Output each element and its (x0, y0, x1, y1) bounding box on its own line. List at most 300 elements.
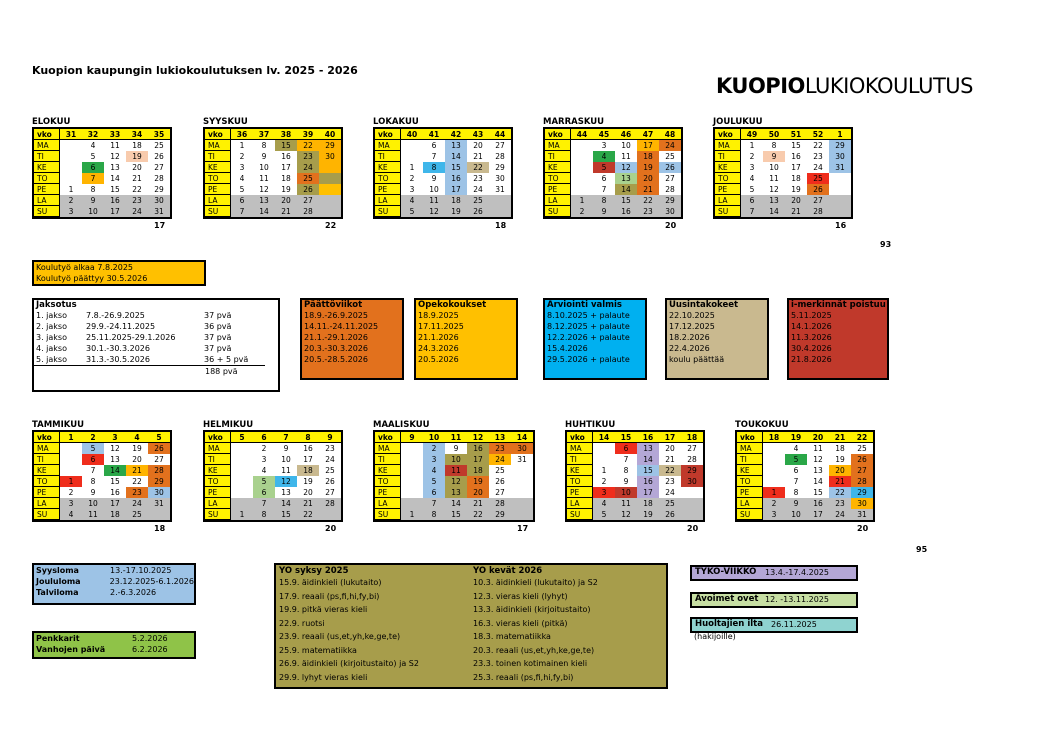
day-cell: 18 (445, 195, 467, 206)
day-cell: 9 (82, 195, 104, 206)
day-label: TI (205, 454, 231, 465)
day-cell: 29 (495, 163, 505, 172)
pair-value: 2.-6.3.2026 (110, 588, 157, 597)
day-cell: 29 (319, 140, 341, 151)
day-cell: 17 (281, 163, 291, 172)
day-cell: 20 (473, 141, 483, 150)
day-cell: 6 (82, 162, 104, 173)
week-number: 22 (851, 432, 873, 443)
month-name: HELMIKUU (203, 420, 254, 430)
info-box-item: 14.1.2026 (791, 322, 832, 331)
day-cell: 13 (110, 455, 120, 464)
info-box-item: 20.5.-28.5.2026 (304, 355, 368, 364)
day-cell: 24 (813, 163, 823, 172)
week-number: 46 (615, 129, 637, 140)
day-label: MA (567, 443, 593, 454)
jakso-cell: 37 pvä (204, 311, 232, 320)
day-cell: 26 (467, 206, 489, 217)
month-calendar (373, 127, 513, 219)
day-cell: 10 (785, 509, 807, 520)
day-cell: 31 (851, 509, 873, 520)
pair-label: Penkkarit (36, 634, 80, 643)
day-cell: 5 (749, 185, 755, 194)
day-cell: 31 (829, 162, 851, 173)
day-cell (571, 162, 593, 173)
day-cell: 30 (851, 498, 873, 509)
day-label: PE (737, 487, 763, 498)
day-cell: 8 (423, 509, 445, 520)
day-cell: 28 (687, 455, 697, 464)
day-cell: 25 (495, 466, 505, 475)
day-label: LA (34, 498, 60, 509)
day-cell: 15 (791, 141, 801, 150)
info-box-header: i-merkinnät poistuu (791, 300, 886, 310)
day-cell: 11 (445, 465, 467, 476)
day-cell: 25 (665, 152, 675, 161)
week-number: 5 (148, 432, 170, 443)
day-label: SU (715, 206, 741, 217)
week-number: 16 (637, 432, 659, 443)
day-cell: 6 (615, 443, 637, 454)
month-name: SYYSKUU (203, 117, 248, 127)
day-cell: 10 (82, 206, 104, 217)
day-cell: 12 (615, 509, 637, 520)
day-cell: 4 (793, 444, 799, 453)
month-name: ELOKUU (32, 117, 71, 127)
day-cell: 14 (615, 184, 637, 195)
day-cell: 27 (687, 444, 697, 453)
day-label: KE (715, 162, 741, 173)
week-number: 32 (82, 129, 104, 140)
day-cell: 17 (467, 454, 489, 465)
month-name: TOUKOKUU (735, 420, 789, 430)
month-day-count: 20 (325, 524, 337, 533)
day-cell: 8 (793, 488, 799, 497)
day-cell: 15 (813, 488, 823, 497)
yo-box (274, 563, 668, 689)
spring-total: 95 (916, 545, 928, 554)
day-cell: 23 (665, 477, 675, 486)
day-cell: 28 (665, 185, 675, 194)
day-cell: 16 (445, 173, 467, 184)
pair-row (34, 576, 194, 587)
day-cell: 14 (275, 498, 297, 509)
day-label: SU (545, 206, 571, 217)
day-cell: 17 (791, 163, 801, 172)
day-label: TI (34, 454, 60, 465)
day-cell: 2 (763, 498, 785, 509)
day-cell: 3 (423, 454, 445, 465)
jakso-cell: 5. jakso (36, 355, 67, 364)
day-cell (401, 476, 423, 487)
day-cell (489, 195, 511, 206)
day-cell: 24 (473, 185, 483, 194)
day-cell: 1 (401, 509, 423, 520)
week-number: 43 (467, 129, 489, 140)
jakso-cell: 37 pvä (204, 333, 232, 342)
week-number: 41 (423, 129, 445, 140)
day-cell: 8 (90, 185, 96, 194)
day-cell: 21 (829, 476, 851, 487)
info-box-item: 22.4.2026 (669, 344, 710, 353)
day-cell: 19 (445, 206, 467, 217)
day-cell: 10 (621, 141, 631, 150)
day-cell: 9 (283, 444, 289, 453)
day-cell: 23 (473, 174, 483, 183)
day-cell: 24 (665, 488, 675, 497)
info-box-header: Arviointi valmis (547, 300, 622, 310)
day-cell: 25 (297, 173, 319, 184)
day-cell: 6 (231, 195, 253, 206)
info-box-item: 17.12.2025 (669, 322, 715, 331)
day-cell (319, 195, 341, 206)
day-label: KE (205, 162, 231, 173)
day-label: KE (545, 162, 571, 173)
month-name: MAALISKUU (373, 420, 430, 430)
yo-exam: 23.9. reaali (us,et,yh,ke,ge,te) (279, 632, 401, 641)
day-cell: 25 (807, 173, 829, 184)
day-cell: 9 (623, 477, 629, 486)
day-cell: 13 (615, 173, 637, 184)
pair-value: 23.12.2025-6.1.2026 (109, 577, 194, 586)
day-label: TO (715, 173, 741, 184)
koulutyo-box (32, 260, 206, 286)
day-cell: 14 (445, 498, 467, 509)
day-cell (148, 509, 170, 520)
day-cell: 12 (259, 185, 269, 194)
page-title: Kuopion kaupungin lukiokoulutuksen lv. 2025 - 2026 (32, 64, 358, 77)
jakso-cell: 25.11.2025-29.1.2026 (86, 333, 176, 342)
day-label: LA (545, 195, 571, 206)
huoltajien-note: (hakijoille) (694, 632, 736, 641)
koulutyo-end: Koulutyö päättyy 30.5.2026 (36, 274, 148, 283)
info-box-item: koulu päättää (669, 355, 725, 364)
day-cell: 28 (154, 174, 164, 183)
yo-exam: 29.9. lyhyt vieras kieli (279, 672, 368, 682)
day-cell: 12 (423, 206, 445, 217)
info-box-item: 30.4.2026 (791, 344, 832, 353)
day-cell: 19 (132, 444, 142, 453)
day-cell: 18 (297, 465, 319, 476)
day-cell: 11 (769, 174, 779, 183)
day-cell: 10 (281, 455, 291, 464)
week-number: 10 (423, 432, 445, 443)
day-cell: 7 (623, 455, 629, 464)
day-cell: 4 (593, 151, 615, 162)
day-cell (401, 140, 423, 151)
day-cell: 22 (132, 185, 142, 194)
day-cell: 12 (813, 455, 823, 464)
day-cell (511, 509, 533, 520)
day-label: LA (205, 195, 231, 206)
yo-autumn-title: YO syksy 2025 (279, 566, 349, 576)
day-cell: 12 (275, 476, 297, 487)
day-cell: 2 (261, 444, 267, 453)
week-number: 52 (807, 129, 829, 140)
day-cell: 13 (813, 466, 823, 475)
yo-autumn (279, 566, 469, 684)
day-cell: 4 (90, 141, 96, 150)
day-cell: 2 (601, 477, 607, 486)
day-cell: 21 (473, 152, 483, 161)
vko-label: vko (545, 129, 571, 140)
jaksotus-total: 188 pvä (34, 365, 265, 377)
day-cell: 16 (637, 476, 659, 487)
day-cell (60, 443, 82, 454)
day-cell: 23 (813, 152, 823, 161)
avoimet-box (690, 592, 858, 608)
day-cell: 20 (467, 487, 489, 498)
day-label: TO (34, 476, 60, 487)
week-number: 9 (319, 432, 341, 443)
day-cell: 17 (637, 487, 659, 498)
day-cell (681, 509, 703, 520)
day-cell: 23 (126, 487, 148, 498)
info-box (787, 298, 889, 380)
month-name: JOULUKUU (713, 117, 763, 127)
day-label: PE (205, 184, 231, 195)
day-cell: 7 (82, 173, 104, 184)
pair-label: Joululoma (36, 577, 81, 586)
day-cell: 17 (104, 206, 126, 217)
month-day-count: 20 (857, 524, 869, 533)
day-label: SU (34, 509, 60, 520)
day-cell: 26 (851, 454, 873, 465)
day-cell (763, 476, 785, 487)
day-cell: 2 (68, 488, 74, 497)
day-cell (231, 454, 253, 465)
day-cell: 8 (623, 466, 629, 475)
day-label: KE (205, 465, 231, 476)
penkkarit-box (32, 631, 196, 659)
pair-row (34, 587, 194, 598)
day-cell: 20 (785, 195, 807, 206)
day-cell: 29 (851, 487, 873, 498)
day-cell: 29 (681, 465, 703, 476)
day-label: MA (715, 140, 741, 151)
day-cell: 15 (445, 509, 467, 520)
day-cell (511, 498, 533, 509)
day-cell: 3 (601, 141, 607, 150)
day-cell: 3 (409, 185, 415, 194)
day-cell: 9 (90, 488, 96, 497)
day-cell (829, 195, 851, 206)
day-cell: 17 (104, 498, 126, 509)
day-cell: 22 (467, 509, 489, 520)
day-cell: 22 (829, 487, 851, 498)
day-cell: 30 (681, 476, 703, 487)
day-cell: 2 (60, 195, 82, 206)
day-label: TO (34, 173, 60, 184)
day-cell: 21 (785, 206, 807, 217)
jakso-cell: 36 pvä (204, 322, 232, 331)
day-cell: 6 (253, 487, 275, 498)
day-cell: 13 (253, 195, 275, 206)
info-box-item: 11.3.2026 (791, 333, 832, 342)
day-cell: 26 (659, 162, 681, 173)
day-cell: 26 (495, 477, 505, 486)
day-cell: 16 (615, 206, 637, 217)
day-cell: 1 (763, 487, 785, 498)
day-label: SU (737, 509, 763, 520)
day-cell: 18 (281, 174, 291, 183)
day-cell: 29 (154, 185, 164, 194)
day-cell: 9 (261, 152, 267, 161)
koulutyo-start: Koulutyö alkaa 7.8.2025 (36, 263, 134, 272)
info-box-item: 8.12.2025 + palaute (547, 322, 630, 331)
day-label: MA (205, 443, 231, 454)
day-label: KE (34, 465, 60, 476)
day-cell (401, 498, 423, 509)
lomat-box (32, 563, 196, 605)
day-label: MA (34, 140, 60, 151)
week-number: 38 (275, 129, 297, 140)
day-cell: 19 (467, 476, 489, 487)
jakso-cell: 36 + 5 pvä (204, 355, 249, 364)
day-cell: 28 (148, 465, 170, 476)
day-label: TO (567, 476, 593, 487)
day-cell: 3 (593, 487, 615, 498)
day-cell: 14 (637, 454, 659, 465)
day-cell: 6 (741, 195, 763, 206)
day-cell: 22 (659, 465, 681, 476)
info-box-item: 18.9.2025 (418, 311, 459, 320)
day-cell: 27 (154, 455, 164, 464)
avoimet-label: Avoimet ovet (695, 594, 759, 604)
info-box-item: 20.5.2026 (418, 355, 459, 364)
week-number: 20 (807, 432, 829, 443)
day-cell (511, 465, 533, 476)
day-cell: 28 (807, 206, 829, 217)
day-cell (401, 454, 423, 465)
pair-label: Talviloma (36, 588, 79, 597)
week-number: 3 (104, 432, 126, 443)
day-label: TO (545, 173, 571, 184)
day-cell: 28 (319, 498, 341, 509)
day-cell: 30 (659, 206, 681, 217)
day-label: PE (375, 184, 401, 195)
tyko-label: TYKO-VIIKKO (695, 567, 757, 577)
day-cell (681, 498, 703, 509)
month-name: LOKAKUU (373, 117, 419, 127)
day-cell: 27 (495, 141, 505, 150)
day-cell: 6 (423, 487, 445, 498)
day-label: KE (737, 465, 763, 476)
day-label: KE (34, 162, 60, 173)
week-number: 6 (253, 432, 275, 443)
day-cell: 19 (835, 455, 845, 464)
day-label: SU (375, 206, 401, 217)
day-cell: 10 (445, 454, 467, 465)
day-cell: 24 (489, 454, 511, 465)
day-label: PE (567, 487, 593, 498)
info-box (665, 298, 769, 380)
day-cell: 31 (148, 206, 170, 217)
info-box-item: 22.10.2025 (669, 311, 715, 320)
day-cell (571, 184, 593, 195)
day-cell: 20 (637, 173, 659, 184)
day-label: TI (34, 151, 60, 162)
day-cell: 3 (749, 163, 755, 172)
month-day-count: 22 (325, 221, 337, 230)
day-cell (319, 184, 341, 195)
day-cell: 23 (637, 206, 659, 217)
day-cell: 4 (749, 174, 755, 183)
day-cell: 16 (110, 488, 120, 497)
day-cell: 18 (835, 444, 845, 453)
day-label: LA (737, 498, 763, 509)
day-label: PE (34, 184, 60, 195)
day-label: MA (375, 443, 401, 454)
day-cell (571, 140, 593, 151)
day-cell: 5 (253, 476, 275, 487)
day-label: LA (375, 195, 401, 206)
day-cell (571, 151, 593, 162)
day-cell: 7 (601, 185, 607, 194)
day-cell: 4 (423, 465, 445, 476)
week-number: 42 (445, 129, 467, 140)
day-label: SU (205, 206, 231, 217)
huoltajien-value: 26.11.2025 (771, 620, 817, 629)
day-cell: 25 (467, 195, 489, 206)
month-calendar (565, 430, 705, 522)
day-cell (231, 465, 253, 476)
jakso-cell: 30.1.-30.3.2026 (86, 344, 150, 353)
day-cell: 30 (319, 151, 341, 162)
day-cell: 15 (275, 140, 297, 151)
yo-exam: 12.3. vieras kieli (lyhyt) (473, 591, 568, 601)
day-label: TO (737, 476, 763, 487)
avoimet-value: 12. -13.11.2025 (765, 595, 829, 604)
day-cell: 19 (126, 151, 148, 162)
week-number: 2 (82, 432, 104, 443)
pair-row (34, 644, 194, 655)
day-cell: 26 (154, 152, 164, 161)
logo-light: LUKIOKOULUTUS (804, 74, 973, 98)
day-cell: 8 (771, 141, 777, 150)
info-box-header: Uusintakokeet (669, 300, 739, 310)
day-cell: 6 (793, 466, 799, 475)
week-number: 21 (829, 432, 851, 443)
yo-exam: 26.9. äidinkieli (kirjoitustaito) ja S2 (279, 659, 419, 668)
day-cell: 7 (793, 477, 799, 486)
day-cell (231, 476, 253, 487)
info-box-item: 20.3.-30.3.2026 (304, 344, 368, 353)
info-box-item: 17.11.2025 (418, 322, 464, 331)
day-cell: 1 (601, 466, 607, 475)
day-cell: 4 (401, 195, 423, 206)
day-label: TO (375, 476, 401, 487)
day-cell: 29 (148, 476, 170, 487)
info-box-item: 18.9.-26.9.2025 (304, 311, 368, 320)
yo-exam: 15.9. äidinkieli (lukutaito) (279, 578, 382, 587)
day-cell: 1 (68, 185, 74, 194)
day-cell: 31 (148, 498, 170, 509)
autumn-total: 93 (880, 240, 892, 249)
day-cell: 16 (281, 152, 291, 161)
yo-spring-list (473, 576, 663, 684)
day-cell: 27 (495, 488, 505, 497)
month-calendar (32, 127, 172, 219)
day-cell: 27 (665, 174, 675, 183)
day-cell: 18 (637, 498, 659, 509)
pair-value: 5.2.2026 (132, 634, 168, 643)
day-label: TO (205, 173, 231, 184)
week-number: 37 (253, 129, 275, 140)
day-cell: 23 (297, 151, 319, 162)
day-cell: 18 (791, 174, 801, 183)
day-cell: 20 (829, 465, 851, 476)
